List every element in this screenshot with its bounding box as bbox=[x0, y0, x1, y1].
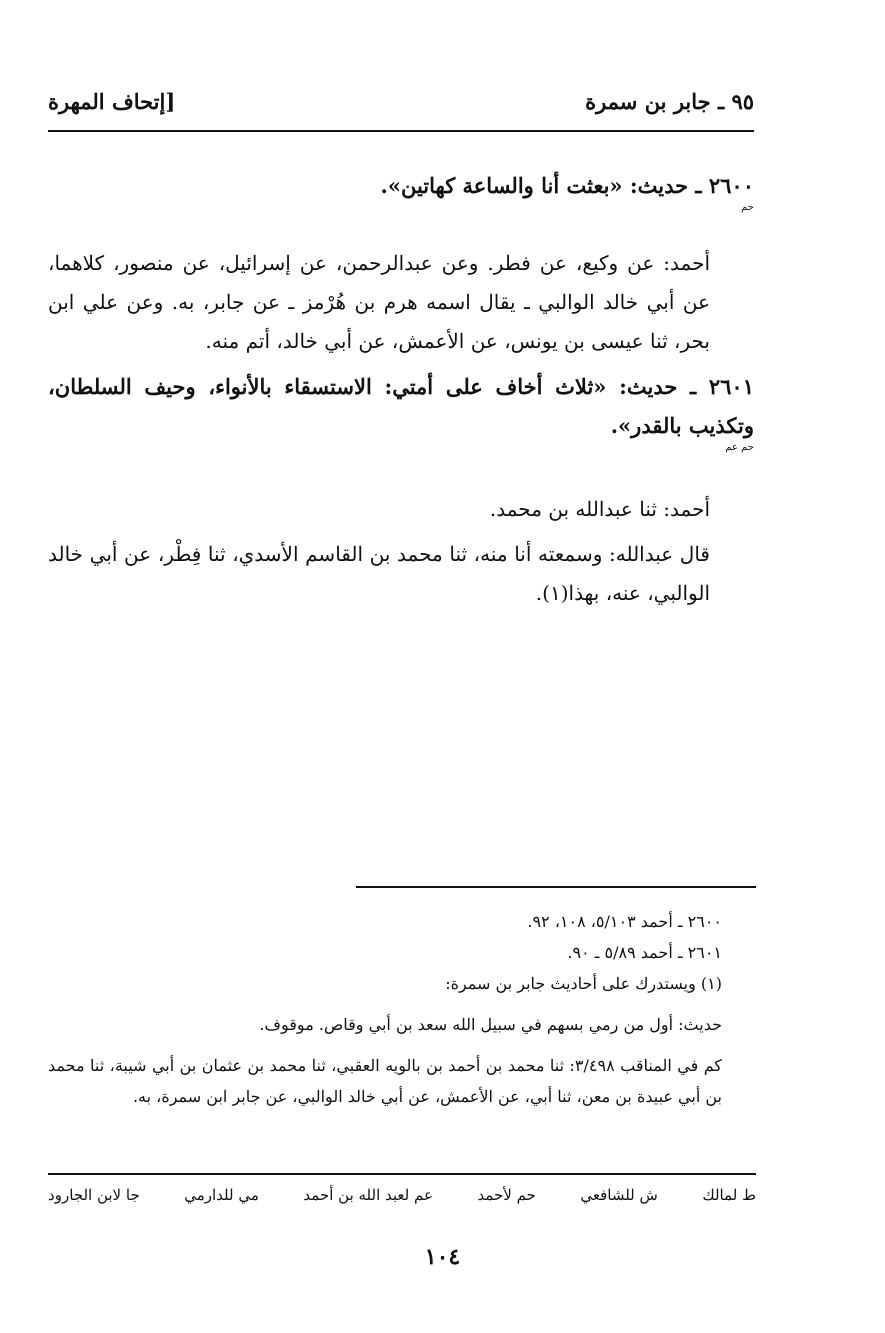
footnote-hadith: حديث: أول من رمي بسهم في سبيل الله سعد بن أبي وقاص. موقوف. bbox=[259, 1015, 722, 1034]
entry-sigla: حم bbox=[741, 202, 754, 213]
footnote-source-2601: ٢٦٠١ ـ أحمد ٥/٨٩ ـ ٩٠. bbox=[567, 943, 722, 962]
footnote-source-2600: ٢٦٠٠ ـ أحمد ٥/١٠٣، ١٠٨، ٩٢. bbox=[527, 912, 722, 931]
footnote-1: (١) ويستدرك على أحاديث جابر بن سمرة: bbox=[445, 974, 722, 993]
main-text bbox=[48, 166, 754, 613]
legend-item: عم لعبد الله بن أحمد bbox=[303, 1186, 433, 1204]
legend-item: جا لابن الجارود bbox=[48, 1186, 140, 1204]
header-divider bbox=[48, 130, 754, 132]
abbreviation-legend bbox=[48, 1186, 756, 1204]
header-book-title: [إتحاف المهرة bbox=[48, 88, 176, 114]
page-number: ١٠٤ bbox=[424, 1244, 461, 1270]
legend-item: ط لمالك bbox=[702, 1186, 756, 1204]
legend-item: ش للشافعي bbox=[580, 1186, 658, 1204]
legend-item: حم لأحمد bbox=[477, 1186, 536, 1204]
entry-heading: ٢٦٠٠ ـ حديث: «بعثت أنا والساعة كهاتين». bbox=[380, 173, 754, 198]
entry-sigla: حم عم bbox=[725, 442, 754, 453]
legend-item: مي للدارمي bbox=[184, 1186, 259, 1204]
hadith-entry-2601 bbox=[48, 367, 754, 613]
hadith-entry-2600 bbox=[48, 166, 754, 361]
entry-paragraph: قال عبدالله: وسمعته أنا منه، ثنا محمد بن القاسم الأسدي، ثنا فِطْر، عن أبي خالد الوالبي، عنه، بهذا(١). bbox=[48, 542, 710, 605]
entry-heading: ٢٦٠١ ـ حديث: «ثلاث أخاف على أمتي: الاستسقاء بالأنواء، وحيف السلطان، وتكذيب بالقدر». bbox=[48, 374, 754, 438]
footnote-mustadrak: كم في المناقب ٣/٤٩٨: ثنا محمد بن أحمد بن بالويه العقبي، ثنا محمد بن عثمان بن أبي شيبة، ثنا محمد بن أبي عبيدة بن معن، ثنا أبي، عن الأعمش، عن أبي خالد الوالبي، عن جابر ابن سمرة، به. bbox=[48, 1056, 723, 1106]
entry-paragraph: أحمد: ثنا عبدالله بن محمد. bbox=[489, 497, 710, 521]
running-header bbox=[48, 84, 754, 118]
legend-divider bbox=[48, 1173, 756, 1175]
header-chapter-title: ٩٥ ـ جابر بن سمرة bbox=[585, 88, 754, 114]
entry-paragraph: أحمد: عن وكيع، عن فطر. وعن عبدالرحمن، عن إسرائيل، عن منصور، كلاهما، عن أبي خالد الوالبي ـ يقال اسمه هرم بن هُرْمز ـ عن جابر، به. وعن علي ابن بحر، ثنا عيسى بن يونس، عن الأعمش، عن أبي خالد، أتم منه. bbox=[48, 251, 710, 353]
footnote-divider bbox=[356, 886, 756, 888]
footnotes bbox=[48, 906, 756, 1112]
